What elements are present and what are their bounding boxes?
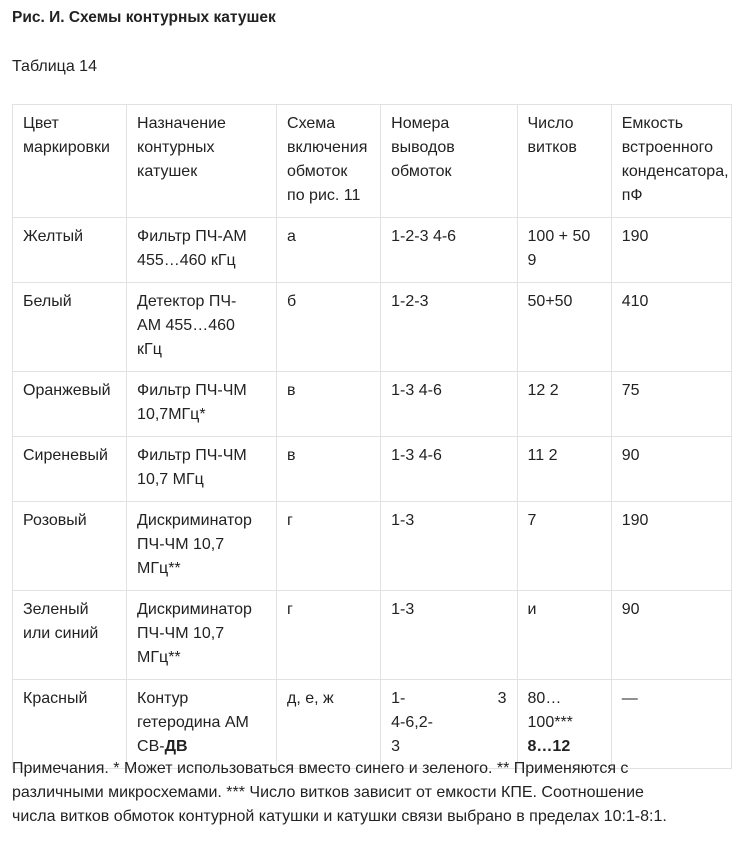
pins-text: 3	[497, 690, 507, 707]
pins-text: 1-	[391, 690, 406, 707]
table-row	[13, 591, 732, 680]
cell-turns: и	[517, 591, 611, 680]
cell-line: 3	[391, 738, 401, 755]
cell-purpose	[127, 283, 277, 372]
cell-color	[13, 437, 127, 502]
header-line: выводов	[391, 139, 455, 156]
header-cell	[13, 105, 127, 218]
table-row	[13, 372, 732, 437]
cell-pins	[381, 680, 517, 769]
cell-purpose	[127, 218, 277, 283]
purpose-text: СВ-	[137, 738, 165, 755]
cell-line: 455…460 кГц	[137, 252, 236, 269]
cell-capacitance: 90	[611, 591, 731, 680]
cell-line	[391, 687, 506, 711]
cell-line: 80…100***	[527, 690, 573, 731]
table-row	[13, 437, 732, 502]
cell-capacitance: 190	[611, 502, 731, 591]
cell-line: Розовый	[23, 512, 87, 529]
header-line: Число	[527, 115, 574, 132]
cell-capacitance: 75	[611, 372, 731, 437]
cell-pins: 1-2-3	[381, 283, 517, 372]
cell-line: Фильтр ПЧ-ЧМ	[137, 447, 247, 464]
cell-pins: 1-3	[381, 591, 517, 680]
cell-line: гетеродина АМ	[137, 714, 249, 731]
cell-scheme: в	[277, 372, 381, 437]
cell-line: кГц	[137, 341, 162, 358]
header-line: по рис. 11	[287, 187, 361, 204]
cell-line: МГц**	[137, 560, 181, 577]
cell-line: Зеленый	[23, 601, 89, 618]
cell-line: Фильтр ПЧ-ЧМ	[137, 382, 247, 399]
cell-line: АМ 455…460	[137, 317, 235, 334]
cell-line	[137, 735, 266, 759]
cell-color	[13, 218, 127, 283]
cell-scheme: г	[277, 502, 381, 591]
cell-scheme: г	[277, 591, 381, 680]
cell-line: ПЧ-ЧМ 10,7	[137, 536, 225, 553]
cell-capacitance: 90	[611, 437, 731, 502]
cell-line: 10,7 МГц	[137, 471, 204, 488]
cell-line: Сиреневый	[23, 447, 108, 464]
purpose-bold-text: ДВ	[164, 738, 188, 755]
cell-pins: 1-2-3 4-6	[381, 218, 517, 283]
cell-scheme: а	[277, 218, 381, 283]
cell-line: Дискриминатор	[137, 601, 252, 618]
table-notes: Примечания. * Может использоваться вместо синего и зеленого. ** Применяются с различными микросхемами. *** Число витков зависит от емкости КПЕ. Соотношение числа витков обмоток контурной катушки и катушки связи выбрано в пределах 10:1-8:1.	[12, 760, 667, 825]
cell-line: 10,7МГц*	[137, 406, 206, 423]
page-heading: Рис. И. Схемы контурных катушек	[12, 9, 276, 26]
header-line: Назначение	[137, 115, 226, 132]
header-cell	[277, 105, 381, 218]
cell-turns	[517, 680, 611, 769]
cell-pins: 1-3 4-6	[381, 372, 517, 437]
cell-purpose	[127, 591, 277, 680]
header-line: обмоток	[391, 163, 452, 180]
header-line: маркировки	[23, 139, 110, 156]
cell-pins: 1-3	[381, 502, 517, 591]
cell-capacitance: —	[611, 680, 731, 769]
header-cell	[381, 105, 517, 218]
header-line: Емкость	[621, 115, 684, 132]
table-row	[13, 283, 732, 372]
cell-capacitance: 190	[611, 218, 731, 283]
cell-turns: 12 2	[517, 372, 611, 437]
cell-color	[13, 591, 127, 680]
cell-purpose	[127, 502, 277, 591]
cell-line: 4-6,2-	[391, 714, 433, 731]
cell-line: Детектор ПЧ-	[137, 293, 237, 310]
cell-scheme: в	[277, 437, 381, 502]
cell-line: Контур	[137, 690, 189, 707]
cell-line: 8…12	[527, 738, 571, 755]
table-scroll-container[interactable]	[12, 104, 729, 769]
cell-purpose	[127, 437, 277, 502]
cell-color	[13, 283, 127, 372]
header-cell	[517, 105, 611, 218]
cell-turns: 100 + 50 9	[517, 218, 611, 283]
header-line: Схема	[287, 115, 336, 132]
coil-table	[12, 104, 732, 769]
cell-line: Дискриминатор	[137, 512, 252, 529]
table-caption: Таблица 14	[12, 58, 97, 75]
header-line: пФ	[621, 187, 643, 204]
cell-capacitance: 410	[611, 283, 731, 372]
cell-line: ПЧ-ЧМ 10,7	[137, 625, 225, 642]
cell-purpose	[127, 680, 277, 769]
cell-color: Красный	[13, 680, 127, 769]
table-row	[13, 218, 732, 283]
header-line: обмоток	[287, 163, 348, 180]
table-row	[13, 502, 732, 591]
cell-scheme: б	[277, 283, 381, 372]
cell-line: Оранжевый	[23, 382, 111, 399]
cell-turns: 11 2	[517, 437, 611, 502]
table-row-red	[13, 680, 732, 769]
cell-line: Фильтр ПЧ-АМ	[137, 228, 247, 245]
header-line: Номера	[391, 115, 450, 132]
table-header-row	[13, 105, 732, 218]
cell-color	[13, 372, 127, 437]
header-line: витков	[527, 139, 577, 156]
cell-color	[13, 502, 127, 591]
cell-scheme: д, е, ж	[277, 680, 381, 769]
header-cell	[127, 105, 277, 218]
header-line: катушек	[137, 163, 198, 180]
header-line: контурных	[137, 139, 215, 156]
cell-line: или синий	[23, 625, 99, 642]
cell-purpose	[127, 372, 277, 437]
cell-line: Желтый	[23, 228, 84, 245]
cell-turns: 7	[517, 502, 611, 591]
header-line: конденсатора,	[621, 163, 729, 180]
cell-pins: 1-3 4-6	[381, 437, 517, 502]
header-line: Цвет	[23, 115, 59, 132]
cell-line: МГц**	[137, 649, 181, 666]
cell-line: Белый	[23, 293, 72, 310]
header-line: включения	[287, 139, 368, 156]
header-cell	[611, 105, 731, 218]
cell-turns: 50+50	[517, 283, 611, 372]
header-line: встроенного	[621, 139, 714, 156]
